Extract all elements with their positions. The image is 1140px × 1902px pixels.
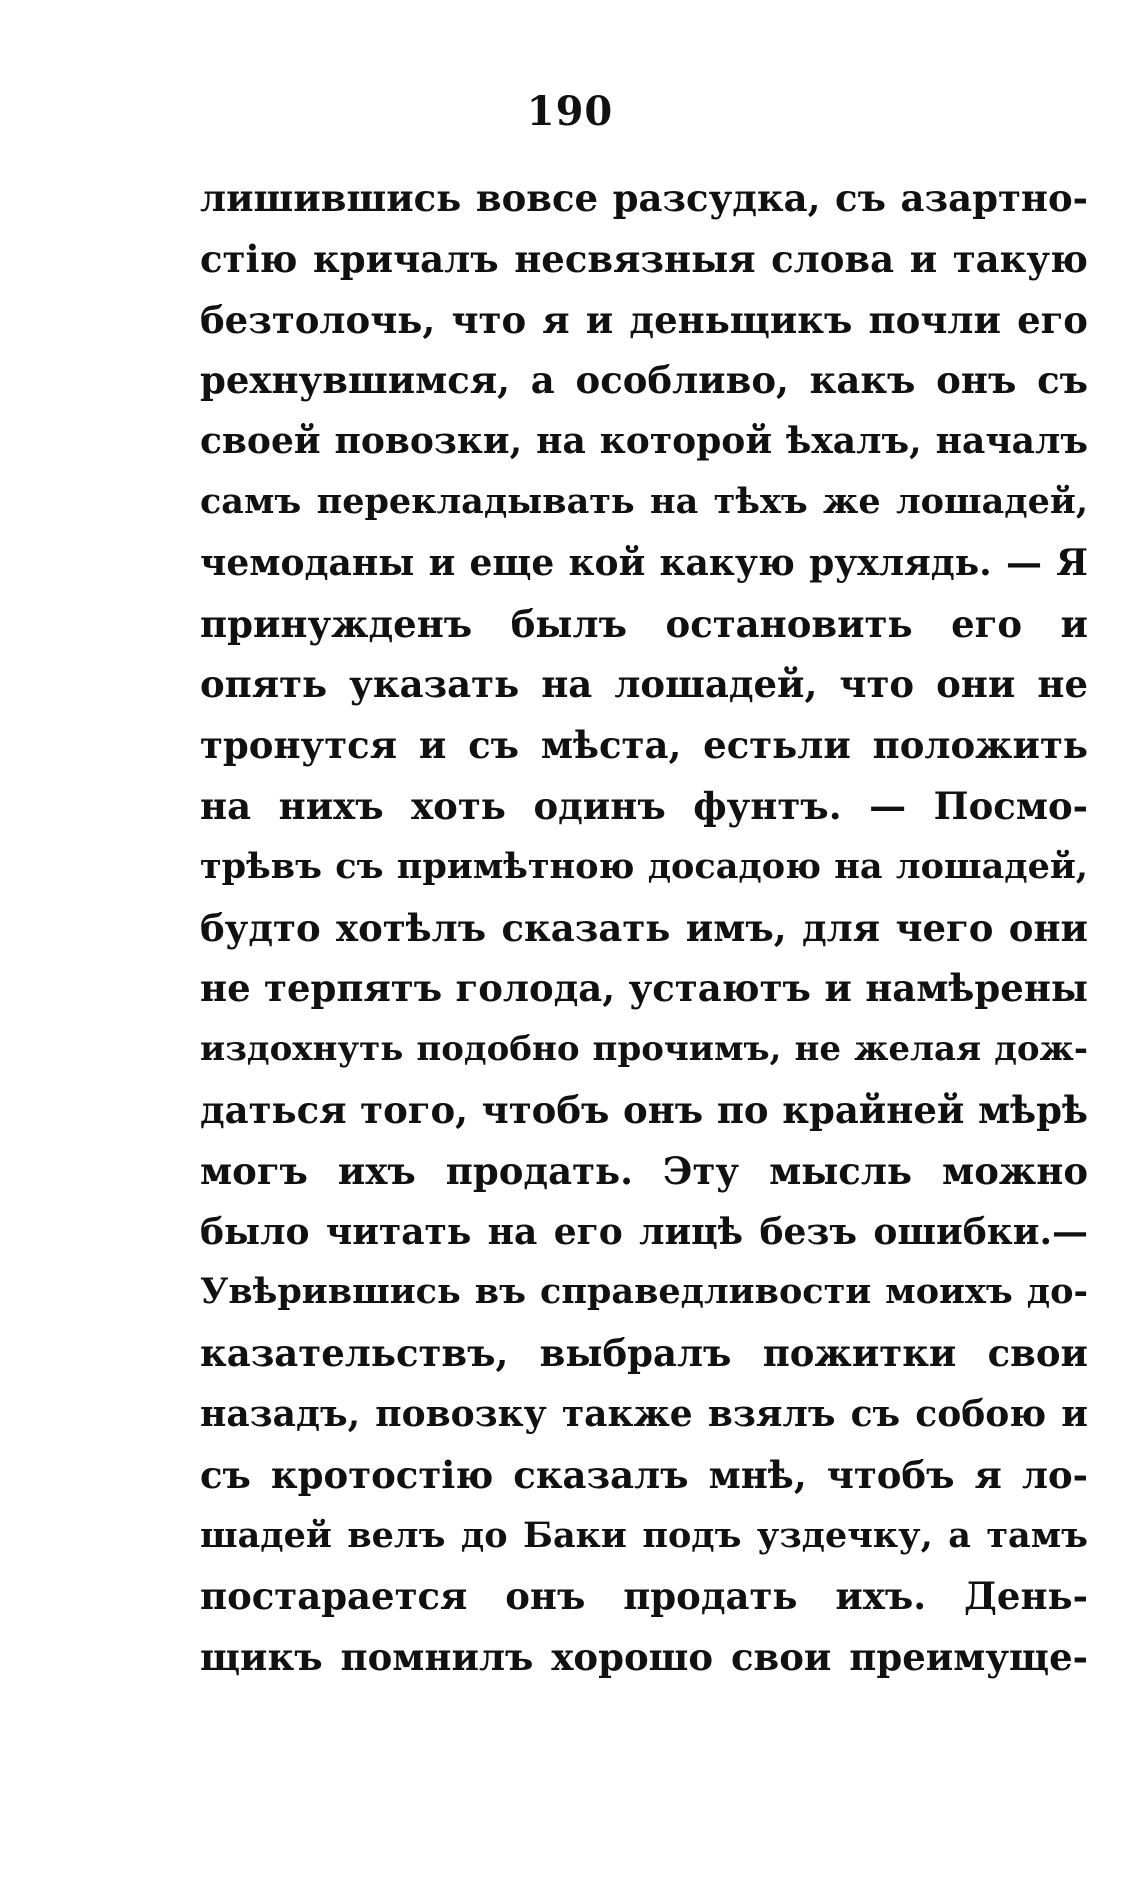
text-line: издохнуть подобно прочимъ, не желая дож- bbox=[200, 1029, 1088, 1070]
text-line: щикъ помнилъ хорошо свои преимуще- bbox=[200, 1635, 1088, 1680]
text-line: самъ перекладывать на тѣхъ же лошадей, bbox=[200, 480, 1088, 522]
page-number: 190 bbox=[526, 88, 614, 135]
text-line: не терпятъ голода, устаютъ и намѣрены bbox=[200, 966, 1088, 1011]
text-line: было читать на его лицѣ безъ ошибки.— bbox=[200, 1210, 1088, 1253]
text-line: чемоданы и еще кой какую рухлядь. — Я bbox=[200, 541, 1088, 584]
text-line: стію кричалъ несвязныя слова и такую bbox=[200, 236, 1088, 281]
text-line: безтолочь, что я и деньщикъ почли его bbox=[200, 297, 1088, 342]
text-line: своей повозки, на которой ѣхалъ, началъ bbox=[200, 420, 1088, 463]
text-line: съ кротостію сказалъ мнѣ, чтобъ я ло- bbox=[200, 1452, 1088, 1497]
text-line: тронутся и съ мѣста, естьли положить bbox=[200, 723, 1088, 768]
text-line: принужденъ былъ остановить его и bbox=[200, 601, 1088, 646]
text-line: на нихъ хоть одинъ фунтъ. — Посмо- bbox=[200, 783, 1088, 828]
text-line: шадей велъ до Баки подъ уздечку, а тамъ bbox=[200, 1514, 1088, 1556]
text-line: Увѣрившись въ справедливости моихъ до- bbox=[200, 1271, 1088, 1313]
text-line: даться того, чтобъ онъ по крайней мѣрѣ bbox=[200, 1087, 1088, 1132]
text-line: будто хотѣлъ сказать имъ, для чего они bbox=[200, 905, 1088, 950]
text-line: лишившись вовсе разсудка, съ азартно- bbox=[200, 176, 1088, 220]
text-line: опять указать на лошадей, что они не bbox=[200, 662, 1088, 707]
text-line: могъ ихъ продать. Эту мысль можно bbox=[200, 1148, 1088, 1193]
text-line: постарается онъ продать ихъ. День- bbox=[200, 1574, 1088, 1619]
text-line: трѣвъ съ примѣтною досадою на лошадей, bbox=[200, 845, 1088, 887]
text-line: рехнувшимся, а особливо, какъ онъ съ bbox=[200, 358, 1088, 403]
text-line: назадъ, повозку также взялъ съ собою и bbox=[200, 1392, 1088, 1435]
text-line: казательствъ, выбралъ пожитки свои bbox=[200, 1331, 1088, 1376]
body-text bbox=[200, 168, 1088, 1688]
